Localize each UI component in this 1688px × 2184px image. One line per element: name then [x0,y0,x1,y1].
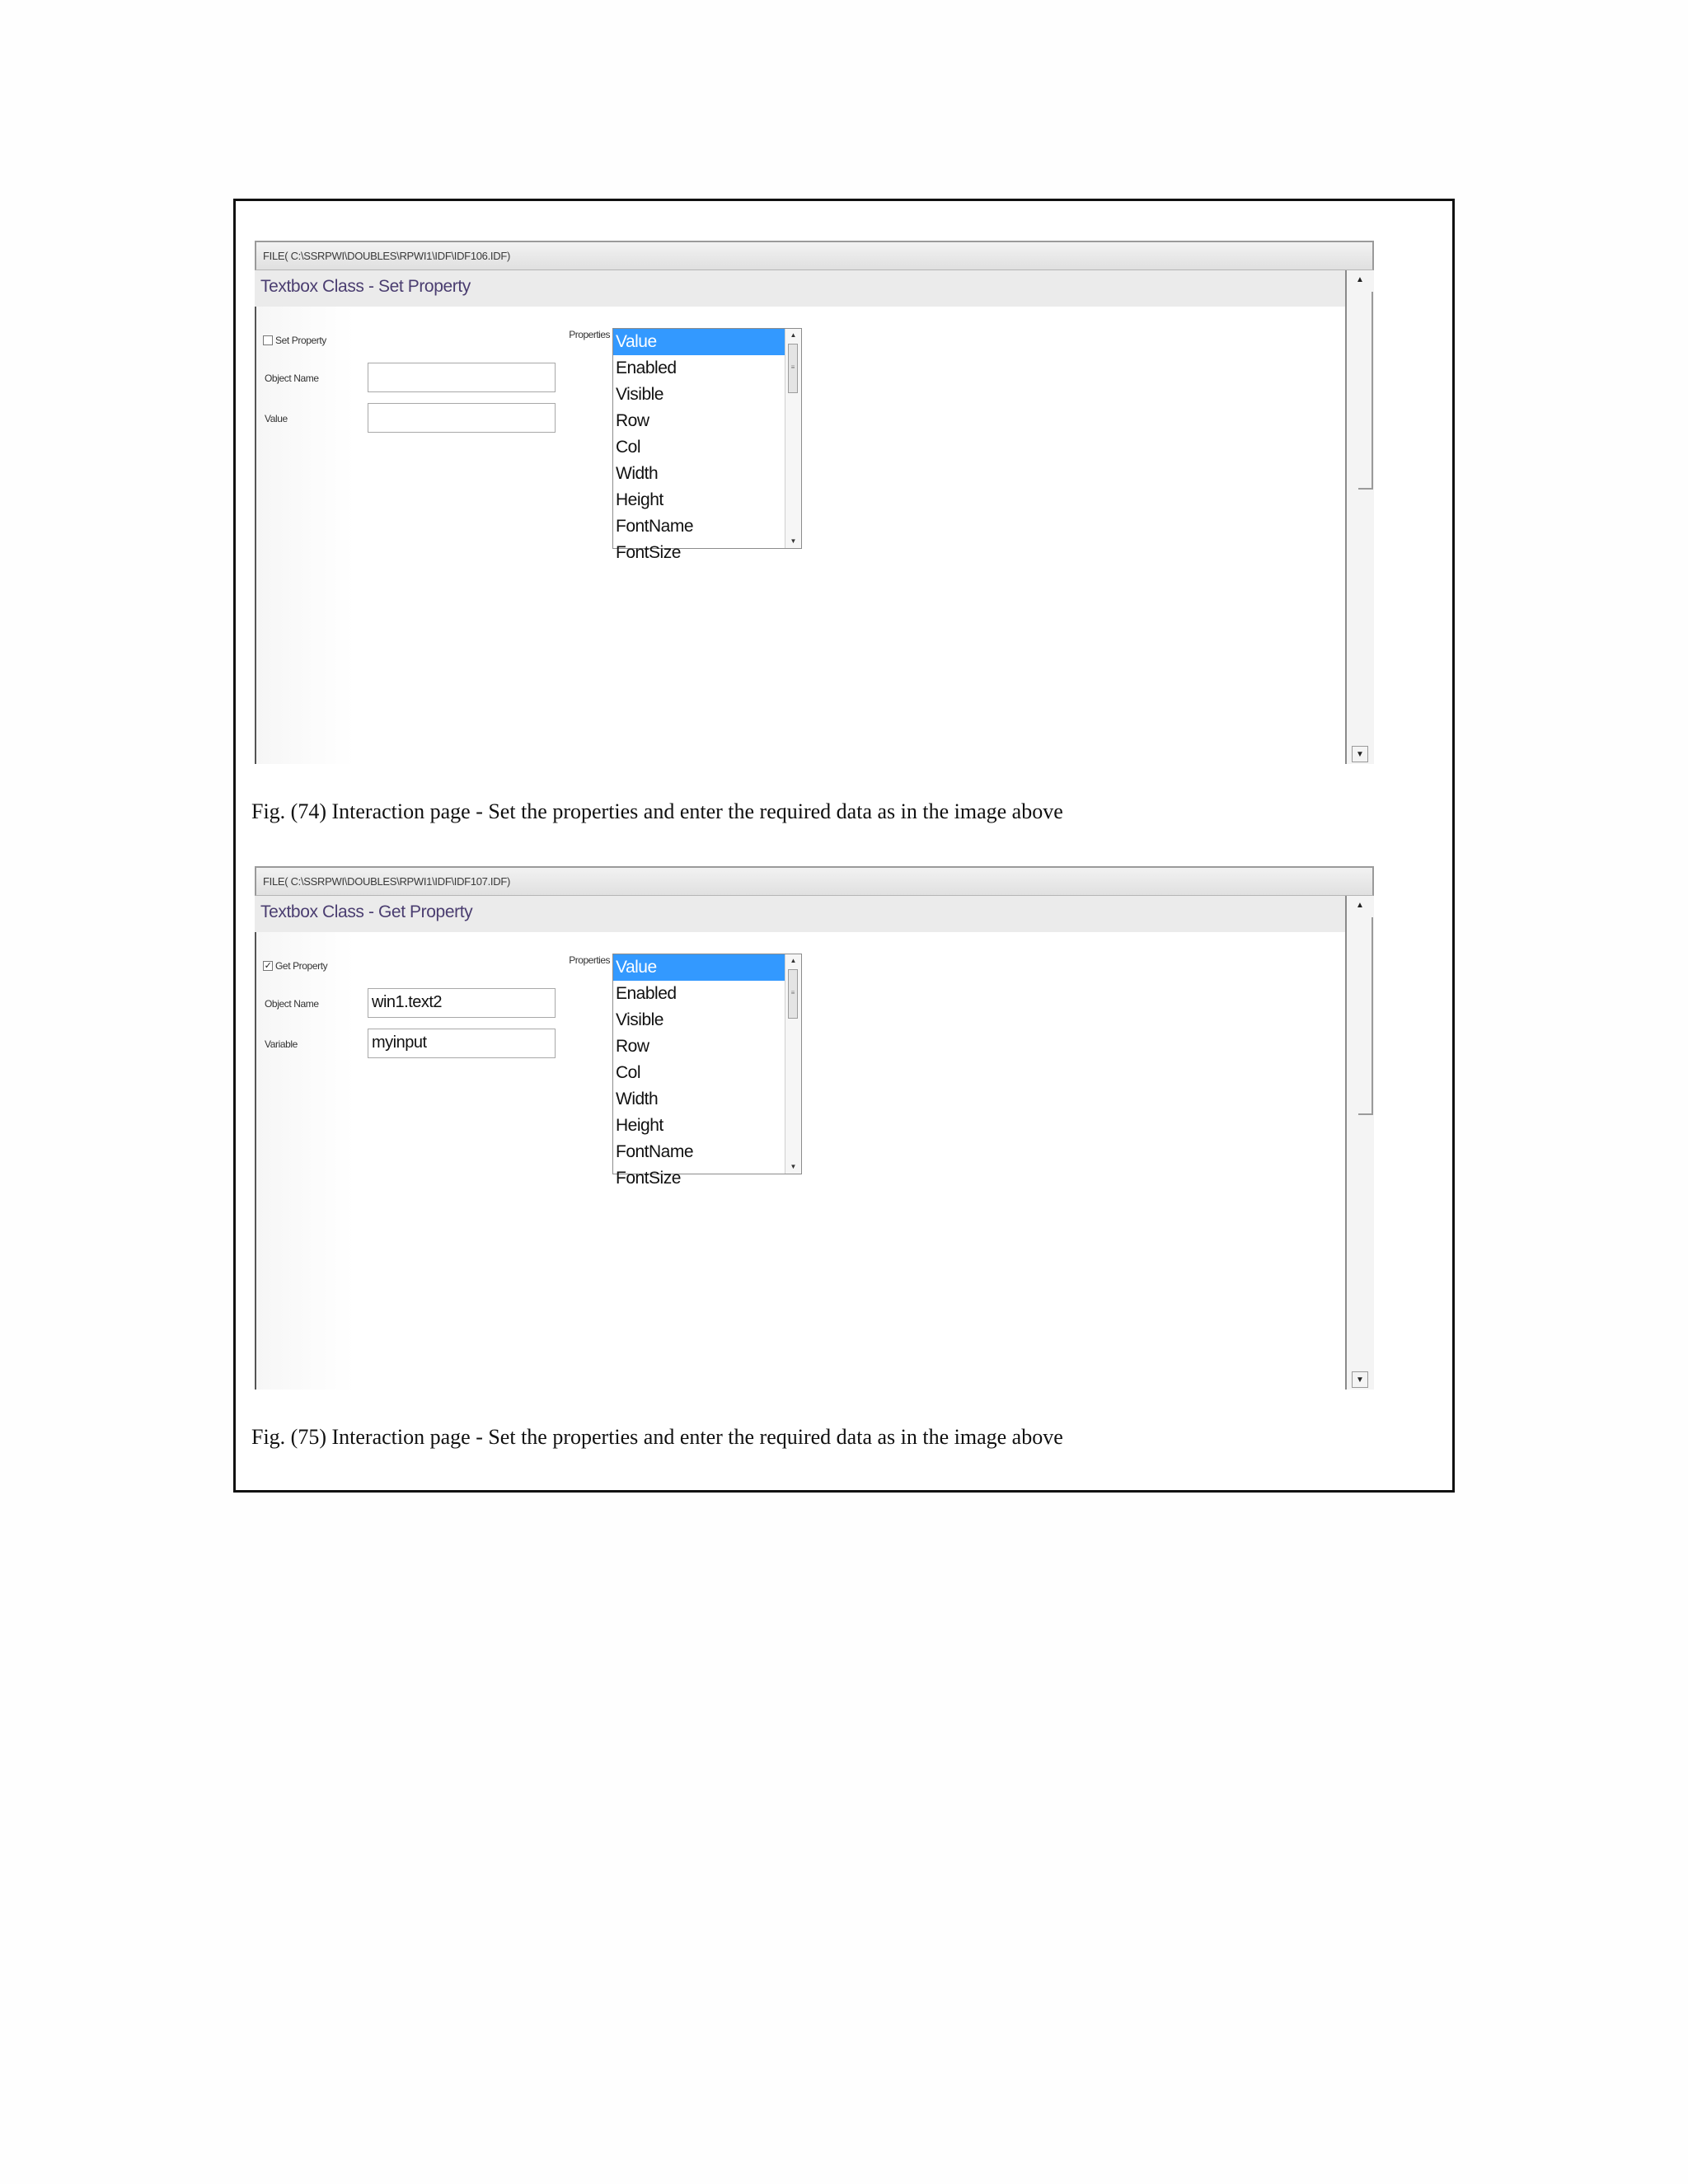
panel-scrollbar[interactable] [1345,270,1374,764]
properties-list [613,329,785,566]
property-item[interactable]: FontSize [616,543,681,562]
variable-input[interactable]: myinput [368,1029,556,1058]
properties-label: Properties [569,329,610,340]
file-path-bar: FILE( C:\SSRPWI\DOUBLES\RPWI1\IDF\IDF107.IDF) [255,866,1374,896]
panel-scroll-thumb[interactable] [1358,292,1373,490]
properties-listbox[interactable] [612,954,802,1188]
property-item[interactable]: FontSize [616,1169,681,1188]
value-input[interactable] [368,403,556,433]
listbox-scrollbar[interactable] [785,329,801,548]
property-item[interactable]: Enabled [616,984,677,1003]
variable-label: Variable [265,1038,298,1050]
scroll-up-icon[interactable]: ▲ [790,331,797,339]
class-title: Textbox Class - Set Property [255,270,1345,307]
panel-scroll-up-icon[interactable]: ▲ [1356,275,1364,284]
get-property-checkbox-row[interactable] [263,958,327,973]
set-property-checkbox[interactable] [263,335,273,345]
set-property-checkbox-row[interactable] [263,333,326,348]
property-item[interactable]: Row [616,1037,649,1056]
property-item[interactable]: FontName [616,1142,694,1161]
class-title: Textbox Class - Get Property [255,896,1345,932]
properties-listbox[interactable] [612,328,802,562]
property-item[interactable]: Col [616,438,641,457]
property-item[interactable]: Enabled [616,359,677,377]
property-item[interactable]: Height [616,490,663,509]
panel-scroll-down-icon[interactable]: ▼ [1352,746,1368,762]
property-item[interactable]: Width [616,464,659,483]
object-name-input[interactable] [368,363,556,392]
scroll-thumb-grip-icon[interactable]: ≡ [788,969,798,1019]
scroll-down-icon[interactable]: ▼ [790,1163,797,1170]
scroll-down-icon[interactable]: ▼ [790,537,797,545]
figure-frame [233,199,1455,1493]
panel-scroll-up-icon[interactable]: ▲ [1356,901,1364,910]
panel-scrollbar[interactable] [1345,896,1374,1390]
form-panel [256,307,1345,764]
property-item[interactable]: Height [616,1116,663,1135]
property-item[interactable]: Value [613,954,785,981]
form-panel [256,932,1345,1390]
value-label: Value [265,413,288,424]
scroll-up-icon[interactable]: ▲ [790,957,797,964]
scroll-thumb-grip-icon[interactable]: ≡ [788,344,798,393]
file-path-bar: FILE( C:\SSRPWI\DOUBLES\RPWI1\IDF\IDF106.IDF) [255,241,1374,270]
properties-list [613,954,785,1192]
property-item[interactable]: Visible [616,385,663,404]
set-property-label: Set Property [275,335,326,346]
object-name-label: Object Name [265,373,319,384]
object-name-input[interactable]: win1.text2 [368,988,556,1018]
property-item[interactable]: Col [616,1063,641,1082]
caption-fig-75: Fig. (75) Interaction page - Set the properties and enter the required data as in the image above [251,1425,1063,1449]
screenshot-get-property [255,866,1374,1390]
property-item[interactable]: FontName [616,517,694,536]
property-item[interactable]: Value [613,329,785,355]
property-item[interactable]: Row [616,411,649,430]
listbox-scrollbar[interactable] [785,954,801,1174]
panel-scroll-thumb[interactable] [1358,917,1373,1115]
get-property-checkbox[interactable]: ✓ [264,961,272,971]
screenshot-set-property [255,241,1374,764]
properties-label: Properties [569,954,610,966]
get-property-label: Get Property [275,960,328,972]
property-item[interactable]: Visible [616,1010,663,1029]
object-name-label: Object Name [265,998,319,1010]
caption-fig-74: Fig. (74) Interaction page - Set the properties and enter the required data as in the image above [251,799,1063,823]
property-item[interactable]: Width [616,1090,659,1108]
panel-scroll-down-icon[interactable]: ▼ [1352,1371,1368,1388]
